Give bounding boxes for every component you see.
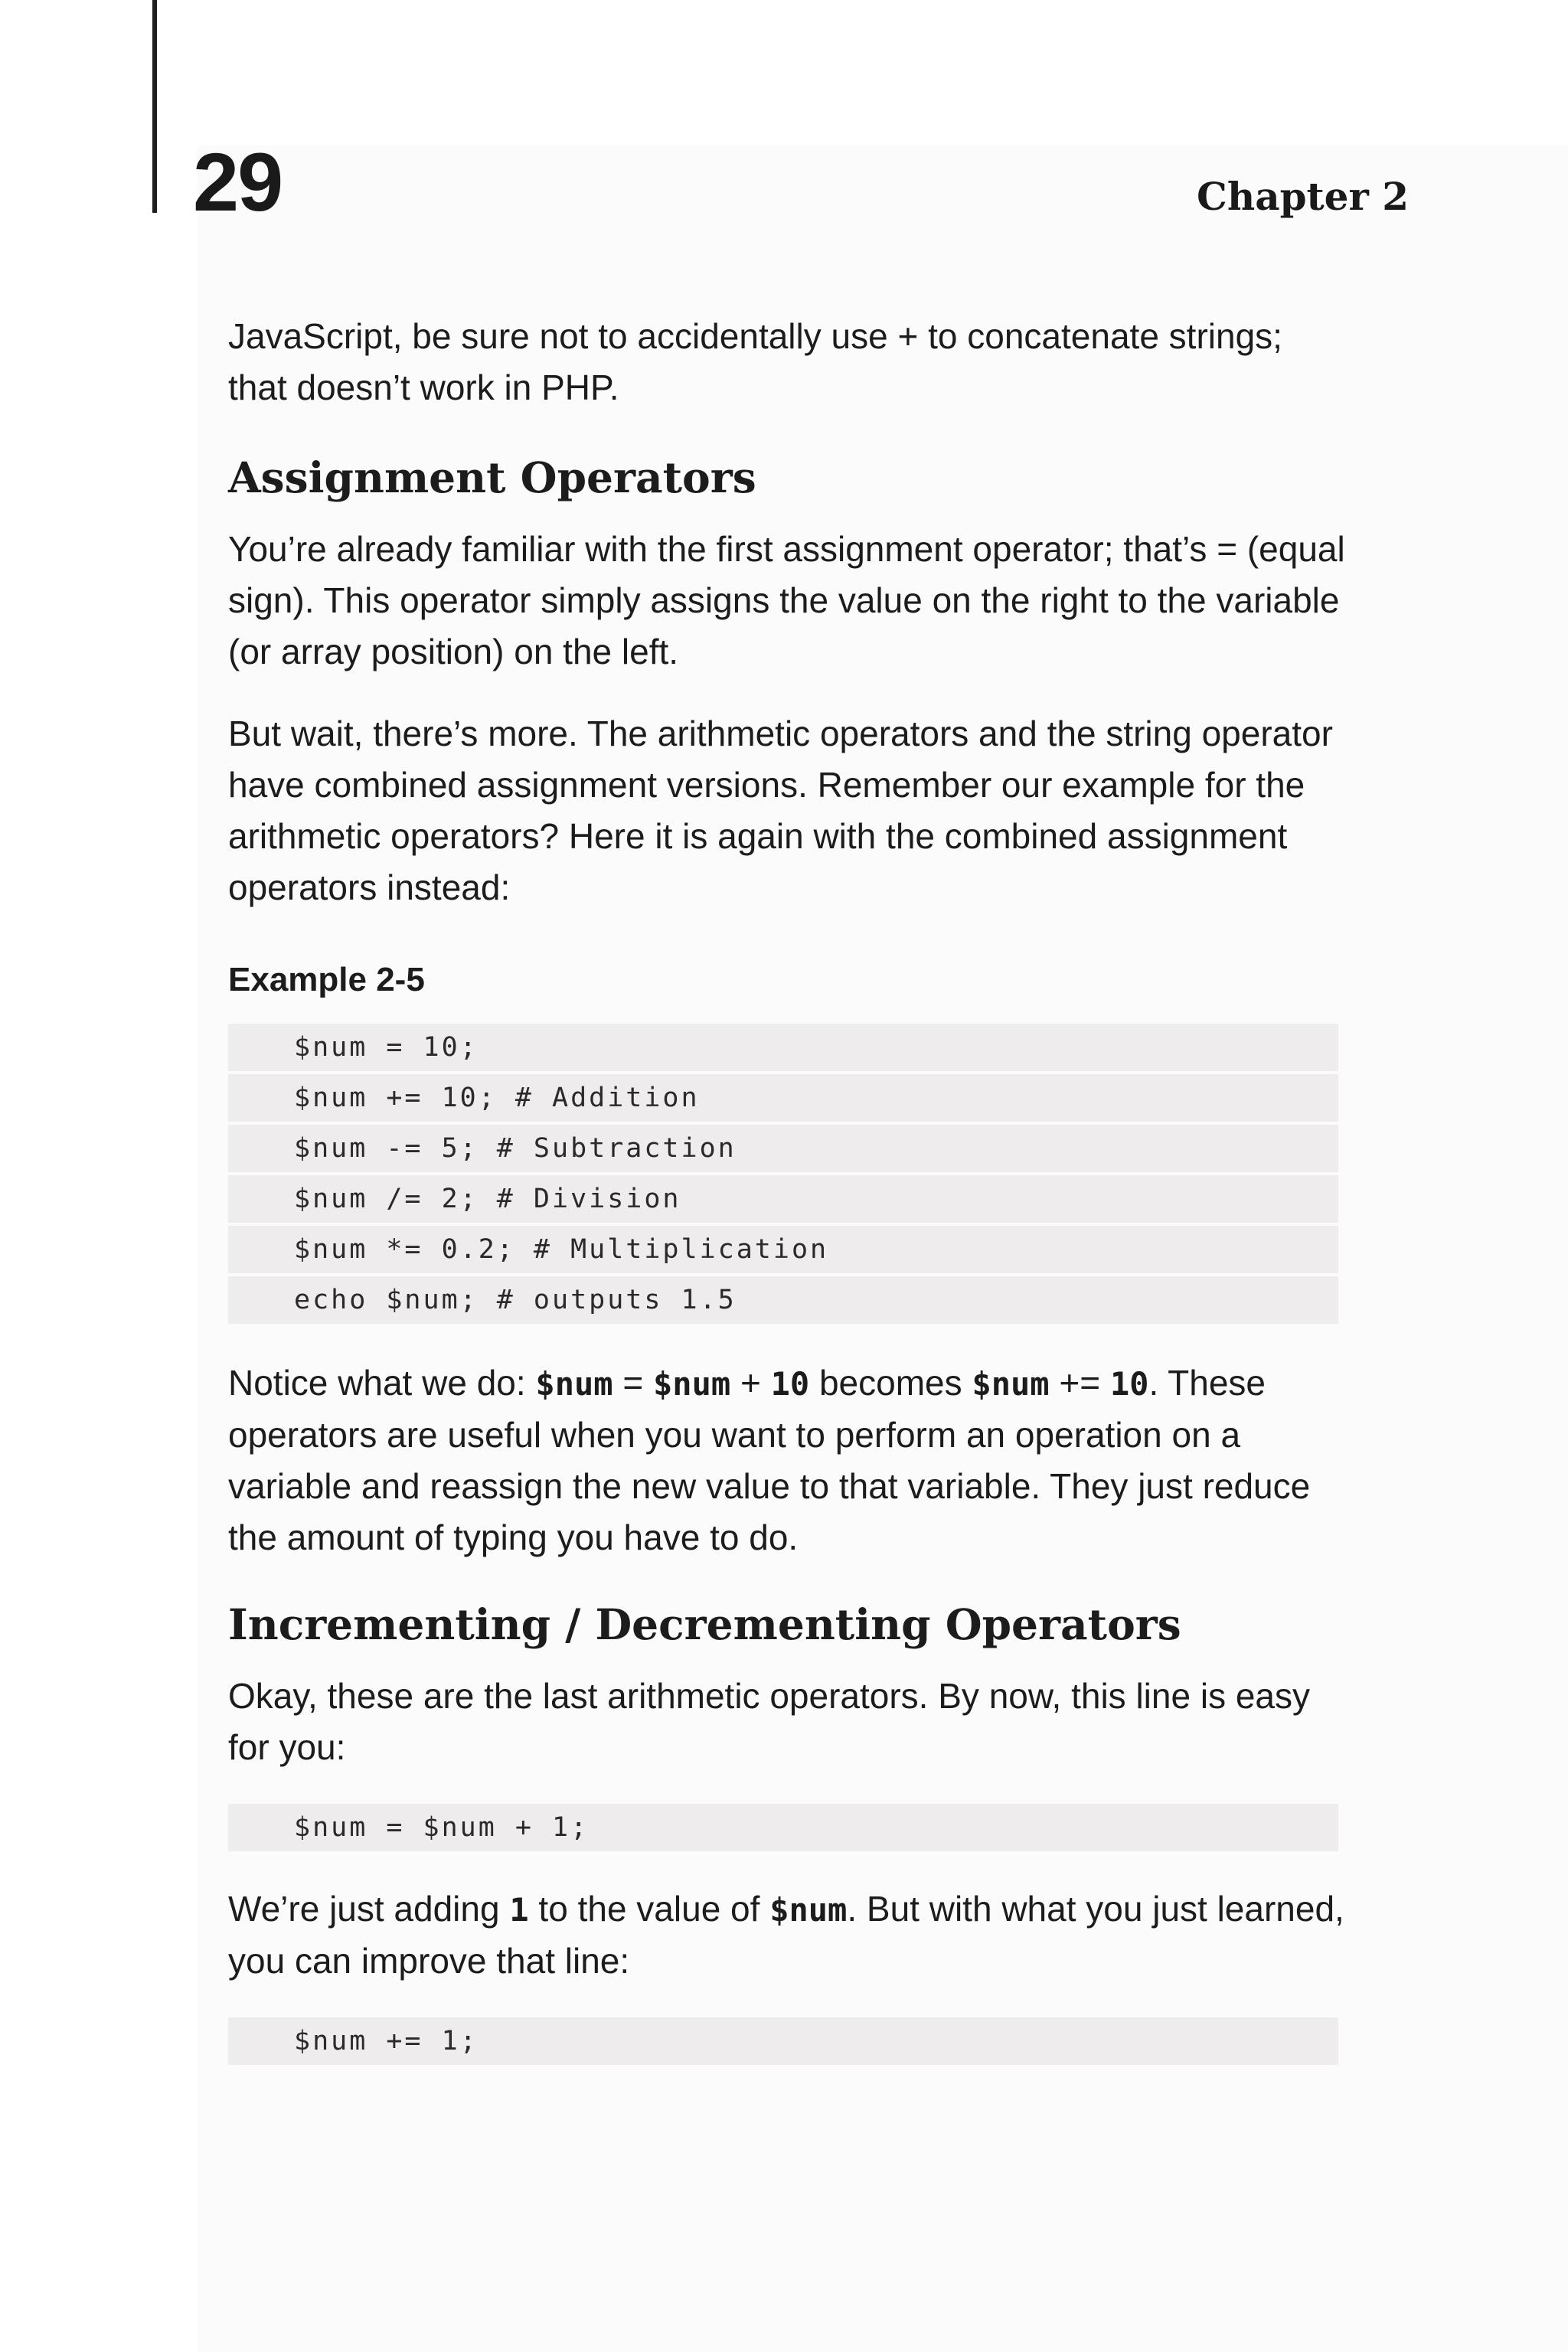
notice-text: = (612, 1363, 654, 1403)
code-line: $num += 1; (228, 2017, 1338, 2065)
inline-code: 10 (770, 1365, 810, 1403)
inline-code: $num (972, 1365, 1050, 1403)
notice-paragraph (228, 1357, 1346, 1563)
example-code-block (228, 1024, 1338, 1324)
code-line: $num *= 0.2; # Multiplication (228, 1226, 1338, 1273)
inline-code: 1 (509, 1891, 529, 1929)
increment-paragraph-1: Okay, these are the last arithmetic operators. By now, this line is easy for you: (228, 1676, 1311, 1767)
code-line: echo $num; # outputs 1.5 (228, 1276, 1338, 1324)
paragraph-text: to the value of (528, 1889, 770, 1929)
page-content (228, 311, 1346, 2097)
margin-rule (152, 0, 157, 213)
example-label: Example 2-5 (228, 961, 425, 998)
page-number: 29 (193, 136, 283, 228)
code-line: $num += 10; # Addition (228, 1074, 1338, 1122)
increment-code-block-2 (228, 2017, 1338, 2065)
inline-code: $num (535, 1365, 613, 1403)
code-line: $num = $num + 1; (228, 1804, 1338, 1851)
notice-text: . These operators are useful when you want to perform an operation on a variable and reassign the new value to that variable. They just reduce the amount of typing you have to do. (228, 1363, 1311, 1557)
chapter-label: Chapter 2 (1197, 174, 1409, 219)
increment-paragraph-2 (228, 1883, 1346, 1987)
notice-text: Notice what we do: (228, 1363, 536, 1403)
code-line: $num /= 2; # Division (228, 1175, 1338, 1223)
paragraph-text: We’re just adding (228, 1889, 510, 1929)
inline-code: 10 (1109, 1365, 1149, 1403)
code-line: $num = 10; (228, 1024, 1338, 1071)
assignment-operators-heading: Assignment Operators (228, 452, 756, 502)
increment-operators-heading: Incrementing / Decrementing Operators (228, 1599, 1181, 1649)
increment-code-block-1 (228, 1804, 1338, 1851)
paragraph-text: . But with what you just learned, you can improve that line: (228, 1889, 1344, 1981)
code-line: $num -= 5; # Subtraction (228, 1125, 1338, 1172)
notice-text: + (730, 1363, 771, 1403)
notice-text: becomes (809, 1363, 972, 1403)
assignment-paragraph-2: But wait, there’s more. The arithmetic operators and the string operator have combined assignment versions. Remember our example for the arithmetic operators? Here it is again with the combined assignment operators instead: (228, 714, 1333, 907)
inline-code: $num (769, 1891, 848, 1929)
assignment-paragraph-1: You’re already familiar with the first assignment operator; that’s = (equal sign). This operator simply assigns the value on the right to the variable (or array position) on the left. (228, 529, 1345, 671)
notice-text: += (1049, 1363, 1110, 1403)
intro-paragraph: JavaScript, be sure not to accidentally use + to concatenate strings; that doesn’t work in PHP. (228, 316, 1282, 407)
inline-code: $num (653, 1365, 731, 1403)
